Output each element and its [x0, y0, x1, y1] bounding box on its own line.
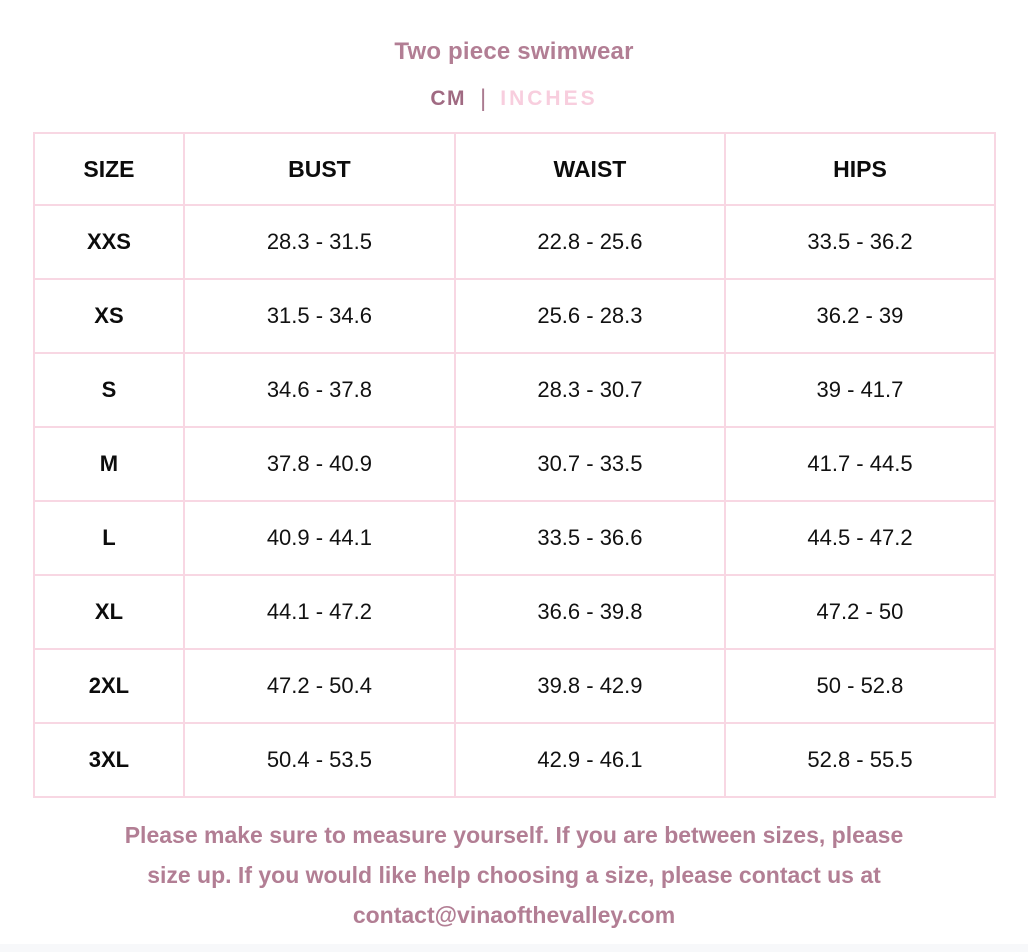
- page-title: Two piece swimwear: [394, 38, 634, 65]
- waist-cell: 39.8 - 42.9: [455, 649, 725, 723]
- unit-toggle-separator: |: [480, 85, 487, 112]
- table-row: [34, 353, 995, 427]
- bust-cell: 50.4 - 53.5: [184, 723, 455, 797]
- size-chart-table: [33, 132, 996, 798]
- waist-cell: 30.7 - 33.5: [455, 427, 725, 501]
- table-row: [34, 649, 995, 723]
- size-cell: L: [34, 501, 184, 575]
- waist-cell: 28.3 - 30.7: [455, 353, 725, 427]
- hips-cell: 47.2 - 50: [725, 575, 995, 649]
- table-row: [34, 279, 995, 353]
- waist-cell: 33.5 - 36.6: [455, 501, 725, 575]
- hips-cell: 41.7 - 44.5: [725, 427, 995, 501]
- bust-cell: 47.2 - 50.4: [184, 649, 455, 723]
- waist-cell: 42.9 - 46.1: [455, 723, 725, 797]
- table-row: [34, 575, 995, 649]
- size-cell: XS: [34, 279, 184, 353]
- hips-cell: 44.5 - 47.2: [725, 501, 995, 575]
- table-row: [34, 723, 995, 797]
- bust-cell: 44.1 - 47.2: [184, 575, 455, 649]
- waist-cell: 36.6 - 39.8: [455, 575, 725, 649]
- size-cell: M: [34, 427, 184, 501]
- unit-toggle-cm[interactable]: CM: [430, 87, 467, 110]
- bust-cell: 28.3 - 31.5: [184, 205, 455, 279]
- size-cell: 2XL: [34, 649, 184, 723]
- size-cell: 3XL: [34, 723, 184, 797]
- table-row: [34, 205, 995, 279]
- hips-cell: 50 - 52.8: [725, 649, 995, 723]
- table-row: [34, 427, 995, 501]
- size-cell: XL: [34, 575, 184, 649]
- footer-note: [0, 815, 1028, 935]
- footer-note-line: Please make sure to measure yourself. If you are between sizes, please: [124, 822, 904, 848]
- waist-cell: 22.8 - 25.6: [455, 205, 725, 279]
- bust-cell: 37.8 - 40.9: [184, 427, 455, 501]
- hips-cell: 39 - 41.7: [725, 353, 995, 427]
- size-cell: S: [34, 353, 184, 427]
- bust-cell: 31.5 - 34.6: [184, 279, 455, 353]
- hips-cell: 33.5 - 36.2: [725, 205, 995, 279]
- footer-note-line: size up. If you would like help choosing a size, please contact us at: [147, 862, 881, 888]
- column-header-waist: WAIST: [455, 133, 725, 205]
- hips-cell: 52.8 - 55.5: [725, 723, 995, 797]
- waist-cell: 25.6 - 28.3: [455, 279, 725, 353]
- column-header-hips: HIPS: [725, 133, 995, 205]
- column-header-bust: BUST: [184, 133, 455, 205]
- column-header-size: SIZE: [34, 133, 184, 205]
- header-row: [34, 133, 995, 205]
- bust-cell: 40.9 - 44.1: [184, 501, 455, 575]
- table-row: [34, 501, 995, 575]
- bottom-edge-strip: [0, 944, 1028, 952]
- hips-cell: 36.2 - 39: [725, 279, 995, 353]
- footer-note-email: contact@vinaofthevalley.com: [352, 902, 676, 928]
- unit-toggle-inches[interactable]: INCHES: [500, 87, 598, 110]
- unit-toggle: [0, 87, 1028, 111]
- size-cell: XXS: [34, 205, 184, 279]
- bust-cell: 34.6 - 37.8: [184, 353, 455, 427]
